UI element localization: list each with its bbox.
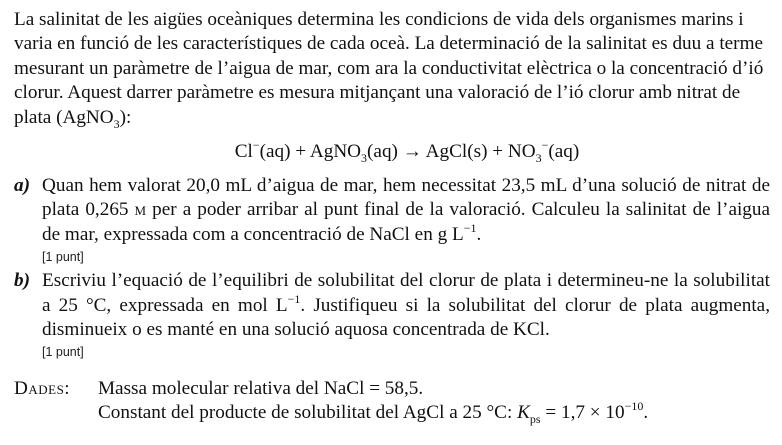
question-text-part: . bbox=[476, 223, 482, 245]
reaction-arrow-icon: → bbox=[402, 141, 422, 163]
question-text-part: Escriviu l’equació de l’equilibri de solubilitat del clorur de plata i determineu-ne la solubilitat a 25 °C, expressada en mol L bbox=[42, 270, 770, 316]
question-text bbox=[42, 269, 770, 342]
question-text bbox=[42, 174, 770, 247]
data-text: Constant del producte de solubilitat del AgCl a 25 °C: bbox=[98, 402, 518, 424]
data-label: Dades: bbox=[14, 378, 71, 400]
intro-text: La salinitat de les aigües oceàniques determina les condicions de vida dels organismes marins i varia en funció de les característiques de cada oceà. La determinació de la salinitat es duu a terme mesurant un paràmetre de l’aigua de mar, com ara la conductivitat elèctrica o la concentració d’ió clorur. Aquest darrer paràmetre es mesura mitjançant una valoració de l’ió clorur amb nitrat de plata (AgNO bbox=[14, 9, 764, 128]
question-letter: a) bbox=[14, 175, 30, 197]
equation-part: (aq) bbox=[367, 141, 403, 163]
molar-unit: m bbox=[134, 199, 147, 221]
question-a bbox=[14, 174, 770, 247]
question-b bbox=[14, 269, 770, 342]
equation-part: AgCl(s) + NO bbox=[421, 141, 536, 163]
subscript: ps bbox=[529, 412, 541, 427]
charge: − bbox=[541, 138, 549, 153]
reaction-equation bbox=[14, 140, 770, 164]
question-letter: b) bbox=[14, 270, 30, 292]
data-text: = 1,7 × 10 bbox=[540, 402, 625, 424]
data-text: . bbox=[643, 402, 649, 424]
charge: − bbox=[252, 138, 260, 153]
question-text-part: Quan hem valorat 20,0 mL d’aigua de mar, hem necessitat 23,5 mL d’una solució de nitrat de plata 0,265 bbox=[42, 175, 770, 221]
exponent: −1 bbox=[287, 291, 301, 306]
data-section bbox=[14, 377, 770, 425]
points-label: [1 punt] bbox=[42, 250, 84, 265]
equation-part: (aq) bbox=[548, 141, 580, 163]
equation-part: (aq) + AgNO bbox=[259, 141, 362, 163]
intro-text-end: ): bbox=[119, 106, 132, 128]
question-text-part: . Justifiqueu si la solubilitat del clorur de plata augmenta, disminueix o es manté en una solució aquosa concentrada de KCl. bbox=[42, 294, 770, 341]
intro-paragraph bbox=[14, 8, 770, 130]
exam-page bbox=[14, 8, 770, 425]
chloride: Cl bbox=[234, 141, 253, 163]
subscript: 3 bbox=[113, 116, 120, 131]
data-lines bbox=[98, 377, 770, 425]
question-text-part: per a poder arribar al punt final de la valoració. Calculeu la salinitat de l’aigua de mar, expressada com a concentració de NaCl en g L bbox=[42, 199, 770, 245]
data-line-molar-mass: Massa molecular relativa del NaCl = 58,5. bbox=[98, 378, 424, 400]
subscript: 3 bbox=[535, 151, 542, 166]
exponent: −10 bbox=[624, 399, 644, 414]
exponent: −1 bbox=[463, 220, 477, 235]
subscript: 3 bbox=[361, 151, 368, 166]
points-label: [1 punt] bbox=[42, 345, 84, 360]
ksp-symbol: K bbox=[517, 402, 530, 424]
data-line-ksp bbox=[98, 401, 770, 425]
